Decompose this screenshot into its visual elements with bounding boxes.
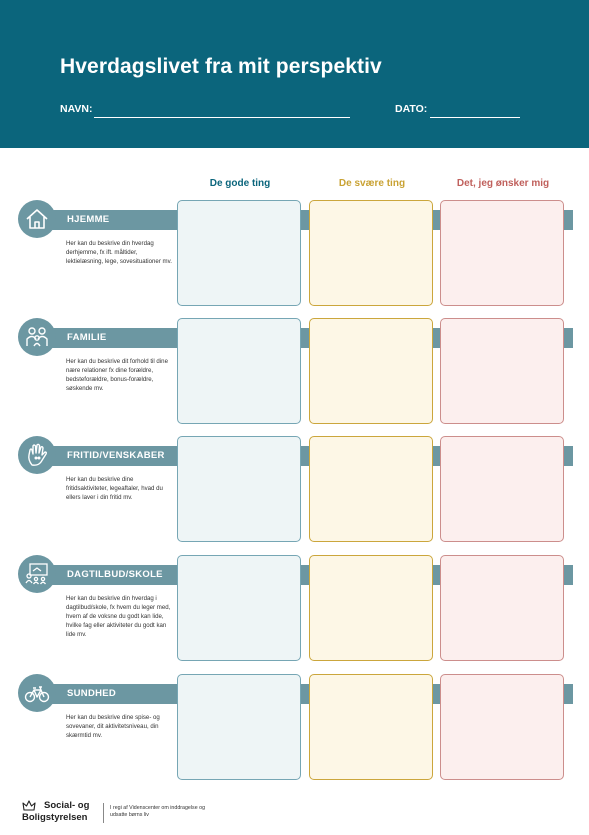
wish-box[interactable] <box>440 318 564 424</box>
section-description: Her kan du beskrive dine spise- og sovevaner, dit aktivitetsniveau, din skærmtid mv. <box>66 714 160 739</box>
section-description: Her kan du beskrive dit forhold til dine nære relationer fx dine forældre, bedsteforældre, bonus-forældre, søskende mv. <box>66 358 168 392</box>
section-description: Her kan du beskrive din hverdag i dagtilbud/skole, fx hvem du leger med, hvem af de voksne du godt kan lide, hvilke fag eller aktiviteter du godt kan lide mv. <box>66 595 171 638</box>
bicycle-icon <box>18 674 56 712</box>
hard-things-box[interactable] <box>309 674 433 780</box>
good-things-box[interactable] <box>177 436 301 542</box>
section-title: FAMILIE <box>67 332 107 343</box>
logo-line-1: Social- og <box>44 800 90 811</box>
date-field[interactable] <box>430 117 520 118</box>
logo-line-2: Boligstyrelsen <box>22 812 88 823</box>
wish-box[interactable] <box>440 436 564 542</box>
wish-box[interactable] <box>440 674 564 780</box>
good-things-box[interactable] <box>177 674 301 780</box>
classroom-icon <box>18 555 56 593</box>
section-description: Her kan du beskrive dine fritidsaktiviteter, legeaftaler, hvad du ellers laver i din fritid mv. <box>66 476 163 501</box>
agency-logo <box>22 800 90 824</box>
section-row-leisure <box>0 436 589 546</box>
column-header-wish: Det, jeg ønsker mig <box>456 178 550 189</box>
wish-box[interactable] <box>440 200 564 306</box>
crown-logo-icon <box>22 799 36 813</box>
section-title: SUNDHED <box>67 688 117 699</box>
date-label: DATO: <box>395 103 428 115</box>
name-field[interactable] <box>94 117 350 118</box>
hard-things-box[interactable] <box>309 555 433 661</box>
family-icon <box>18 318 56 356</box>
hard-things-box[interactable] <box>309 318 433 424</box>
hard-things-box[interactable] <box>309 200 433 306</box>
section-title: FRITID/VENSKABER <box>67 450 165 461</box>
footer-note: I regi af Videnscenter om inddragelse og udsatte børns liv <box>110 805 206 818</box>
section-row-school <box>0 555 589 665</box>
good-things-box[interactable] <box>177 318 301 424</box>
home-icon <box>18 200 56 238</box>
hand-icon <box>18 436 56 474</box>
footer-divider <box>103 803 104 823</box>
good-things-box[interactable] <box>177 200 301 306</box>
section-title: HJEMME <box>67 214 110 225</box>
name-label: NAVN: <box>60 103 93 115</box>
hard-things-box[interactable] <box>309 436 433 542</box>
column-header-good: De gode ting <box>209 178 271 189</box>
column-header-hard: De svære ting <box>338 178 406 189</box>
section-row-family <box>0 318 589 428</box>
section-title: DAGTILBUD/SKOLE <box>67 569 163 580</box>
section-row-health <box>0 674 589 784</box>
section-row-home <box>0 200 589 310</box>
section-description: Her kan du beskrive din hverdag derhjemme, fx ift. måltider, lektielæsning, lege, sovesituationer mv. <box>66 240 172 265</box>
wish-box[interactable] <box>440 555 564 661</box>
good-things-box[interactable] <box>177 555 301 661</box>
page-title: Hverdagslivet fra mit perspektiv <box>60 55 382 78</box>
